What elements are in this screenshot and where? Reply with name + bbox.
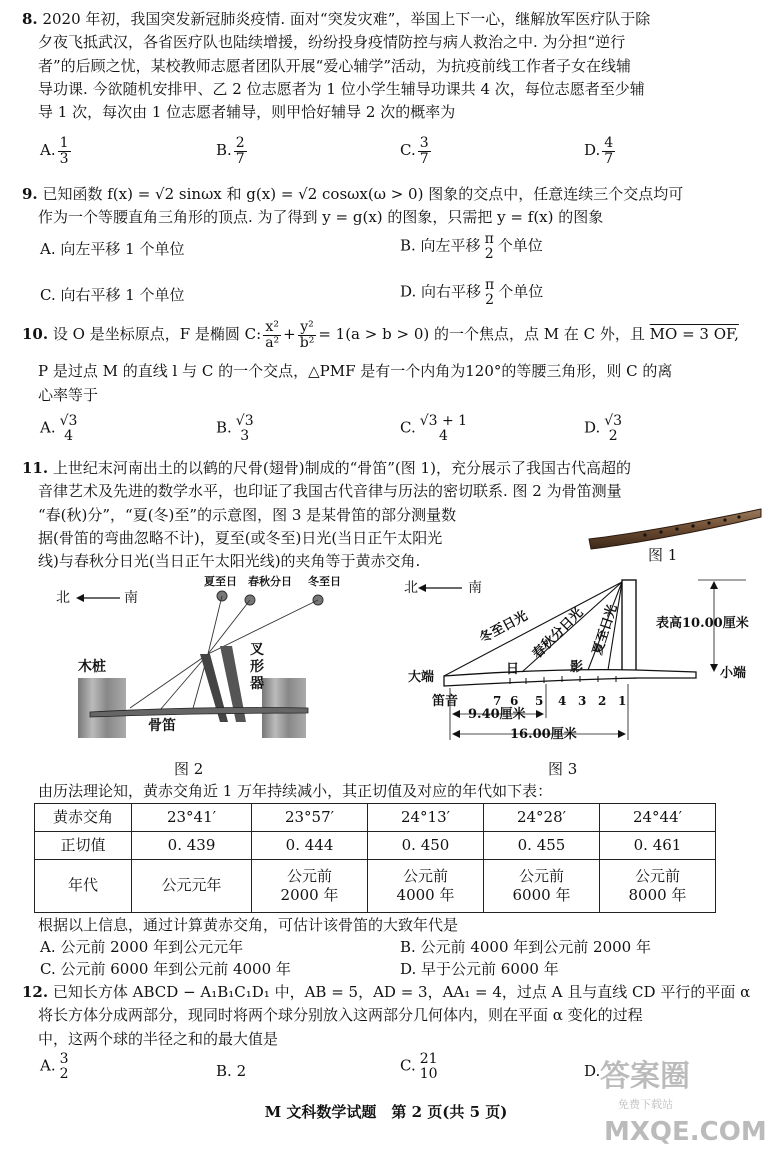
fig3-mark-3: 3 (578, 694, 587, 708)
q11-option-a[interactable]: A. 公元前 2000 年到公元元年 (40, 938, 244, 956)
fig2-summer-label: 夏至日 (204, 575, 237, 588)
question-number: 9. (22, 185, 38, 203)
fig3-pole-height: 表高10.00厘米 (656, 616, 749, 631)
table-cell: 公元元年 (132, 860, 252, 913)
q12-line-2: 将长方体分成两部分，现同时将两个球分别放入这两部分几何体内，则在平面 α 变化的过程 (38, 1006, 643, 1025)
figure-3-caption: 图 3 (548, 760, 578, 778)
q11-option-b[interactable]: B. 公元前 4000 年到公元前 2000 年 (400, 938, 651, 956)
vector-equation: MO = 3 OF, (649, 325, 739, 344)
fig3-south: 南 (468, 580, 482, 596)
question-9 (22, 183, 760, 230)
q11-table-intro: 由历法理论知，黄赤交角近 1 万年持续减小，其正切值及对应的年代如下表： (38, 782, 553, 800)
question-number: 10. (22, 325, 49, 344)
q10-option-d[interactable]: D. √3 2 (584, 413, 623, 444)
q11-option-d[interactable]: D. 早于公元前 6000 年 (400, 960, 559, 978)
table-cell: 24°44′ (599, 804, 715, 832)
fig3-mark-1: 1 (618, 694, 627, 708)
q9-line-2: 作为一个等腰直角三角形的顶点. 为了得到 y = g(x) 的图象，只需把 y = f(x) 的图象 (38, 208, 604, 227)
q9-option-c[interactable]: C. 向右平移 1 个单位 (40, 286, 185, 304)
page-footer: M 文科数学试题 第 2 页(共 5 页) (264, 1103, 508, 1121)
fig3-dim-16-00: 16.00厘米 (510, 727, 577, 742)
row-label-angle: 黄赤交角 (35, 804, 132, 832)
watermark-logo: 答案圈 (600, 1059, 690, 1094)
q11-line-5: 线)与春秋分日光(当日正午太阳光线)的夹角等于黄赤交角. (38, 552, 421, 570)
table-row (35, 860, 716, 913)
q9-option-d[interactable]: D. 向右平移 π 2 个单位 (400, 277, 544, 308)
table-cell: 24°13′ (368, 804, 484, 832)
table-cell: 23°57′ (252, 804, 368, 832)
question-12 (22, 981, 760, 1051)
figure-2-caption: 图 2 (174, 760, 204, 778)
q10-line-3: 心率等于 (38, 386, 99, 404)
q11-line-2: 音律艺术及先进的数学水平，也印证了我国古代音律与历法的密切联系. 图 2 为骨笛测量 (38, 482, 622, 501)
question-number: 12. (22, 983, 49, 1001)
q12-option-a[interactable]: A. 3 2 (40, 1051, 69, 1082)
question-number: 11. (22, 459, 49, 477)
q8-line-1: 2020 年初，我国突发新冠肺炎疫情. 面对“突发灾难”，举国上下一心，继解放军医疗队于除 (42, 10, 651, 28)
q10-option-b[interactable]: B. √3 3 (216, 413, 254, 444)
table-cell: 0. 461 (599, 832, 715, 860)
table-cell: 公元前 8000 年 (599, 860, 715, 913)
fig2-fork-label: 叉形器 (250, 642, 264, 692)
q12-line-1: 已知长方体 ABCD − A₁B₁C₁D₁ 中，AB = 5，AD = 3，AA₁ = 4，过点 A 且与直线 CD 平行的平面 α (52, 983, 751, 1001)
obliquity-table (34, 803, 716, 913)
fig3-mark-2: 2 (598, 694, 607, 708)
row-label-era: 年代 (35, 860, 132, 913)
table-cell: 24°28′ (484, 804, 600, 832)
q11-line-3: “春(秋)分”，“夏(冬)至”的示意图，图 3 是某骨笛的部分测量数 (38, 505, 457, 524)
fig3-shadow-ri: 日 (506, 662, 520, 677)
q8-line-3: 者”的后顾之忧，某校教师志愿者团队开展“爱心辅学”活动，为抗疫前线工作者子女在线辅 (38, 56, 632, 75)
fig3-summer-light: 夏至日光 (590, 602, 621, 657)
q10-line-1: 10. 设 O 是坐标原点，F 是椭圆 C: $\frac{\text{x²}}{\text{a²}}$ + $\frac{\text{y²}}{\text{b²}}$ = 1(a > b > 0) 的一个焦点，点 M 在 C 外，且 MO = 3 OF, (22, 319, 739, 351)
fig3-winter-light: 冬至日光 (477, 608, 531, 647)
q9-line-1: 已知函数 f(x) = √2 sinωx 和 g(x) = √2 cosωx(ω > 0) 图象的交点中，任意连续三个交点均可 (42, 185, 684, 203)
q11-option-c[interactable]: C. 公元前 6000 年到公元前 4000 年 (40, 960, 291, 978)
q9-option-b[interactable]: B. 向左平移 π 2 个单位 (400, 231, 543, 262)
table-cell: 公元前 2000 年 (252, 860, 368, 913)
table-row (35, 832, 716, 860)
q8-option-b[interactable]: B. $\frac{2}{7}$ (216, 135, 245, 167)
q8-option-d[interactable]: D. $\frac{4}{7}$ (584, 135, 614, 167)
fig3-mark-7: 7 (493, 694, 502, 708)
fig2-post-label: 木桩 (78, 659, 106, 675)
watermark-small: 免费下载站 (618, 1098, 673, 1111)
fig3-dim-9-40: 9.40厘米 (468, 707, 526, 722)
q10-line-2: P 是过点 M 的直线 l 与 C 的一个交点，△PMF 是有一个内角为120°的等腰三角形，则 C 的离 (38, 362, 673, 380)
fig2-south: 南 (124, 590, 138, 606)
q9-option-a[interactable]: A. 向左平移 1 个单位 (40, 240, 185, 258)
fig2-flute-label: 骨笛 (148, 718, 176, 734)
question-number: 8. (22, 10, 38, 28)
q12-option-c[interactable]: C. 21 10 (400, 1051, 438, 1082)
fig3-flute-tone: 笛音 (432, 694, 459, 709)
table-cell: 公元前 4000 年 (368, 860, 484, 913)
fig3-small-end: 小端 (720, 666, 747, 681)
table-cell: 23°41′ (132, 804, 252, 832)
question-8 (22, 8, 760, 124)
q11-line-1: 上世纪末河南出土的以鹤的尺骨(翅骨)制成的“骨笛”(图 1)，充分展示了我国古代高超的 (52, 459, 631, 477)
q8-option-c[interactable]: C. $\frac{3}{7}$ (400, 135, 429, 167)
fig3-mark-6: 6 (510, 694, 519, 708)
q10-option-a[interactable]: A. √3 4 (40, 413, 78, 444)
table-row (35, 804, 716, 832)
fig3-equinox-light: 春秋分日光 (529, 605, 587, 662)
fig3-big-end: 大端 (408, 670, 435, 685)
q8-option-a[interactable]: A. $\frac{1}{3}$ (40, 135, 69, 167)
table-cell: 0. 450 (368, 832, 484, 860)
fig2-north: 北 (56, 590, 70, 606)
q12-option-d[interactable]: D. (584, 1062, 601, 1080)
q8-line-4: 导功课. 今欲随机安排甲、乙 2 位志愿者为 1 位小学生辅导功课共 4 次，每位志愿者至少辅 (38, 79, 645, 98)
fig2-winter-label: 冬至日 (308, 575, 341, 588)
fig3-mark-5: 5 (535, 694, 544, 708)
q10-option-c[interactable]: C. √3 + 1 4 (400, 413, 468, 444)
table-cell: 公元前 6000 年 (484, 860, 600, 913)
fig3-shadow-ying: 影 (570, 660, 584, 675)
q11-line-4: 据(骨笛的弯曲忽略不计)，夏至(或冬至)日光(当日正午太阳光 (38, 528, 443, 547)
q8-line-5: 导 1 次，每次由 1 位志愿者辅导，则甲恰好辅导 2 次的概率为 (38, 103, 456, 121)
fig2-equinox-label: 春秋分日 (248, 575, 292, 588)
q11-question: 根据以上信息，通过计算黄赤交角，可估计该骨笛的大致年代是 (38, 916, 459, 934)
table-cell: 0. 455 (484, 832, 600, 860)
table-cell: 0. 439 (132, 832, 252, 860)
fig3-north: 北 (404, 580, 418, 596)
q8-line-2: 夕夜飞抵武汉，各省医疗队也陆续增援，纷纷投身疫情防控与病人救治之中. 为分担“逆行 (38, 33, 626, 52)
q12-option-b[interactable]: B. 2 (216, 1062, 247, 1080)
q12-line-3: 中，这两个球的半径之和的最大值是 (38, 1029, 279, 1048)
figure-1-caption: 图 1 (648, 546, 678, 564)
fig3-mark-4: 4 (558, 694, 567, 708)
row-label-tangent: 正切值 (35, 832, 132, 860)
table-cell: 0. 444 (252, 832, 368, 860)
watermark-site: MXQE.COM (604, 1117, 767, 1147)
